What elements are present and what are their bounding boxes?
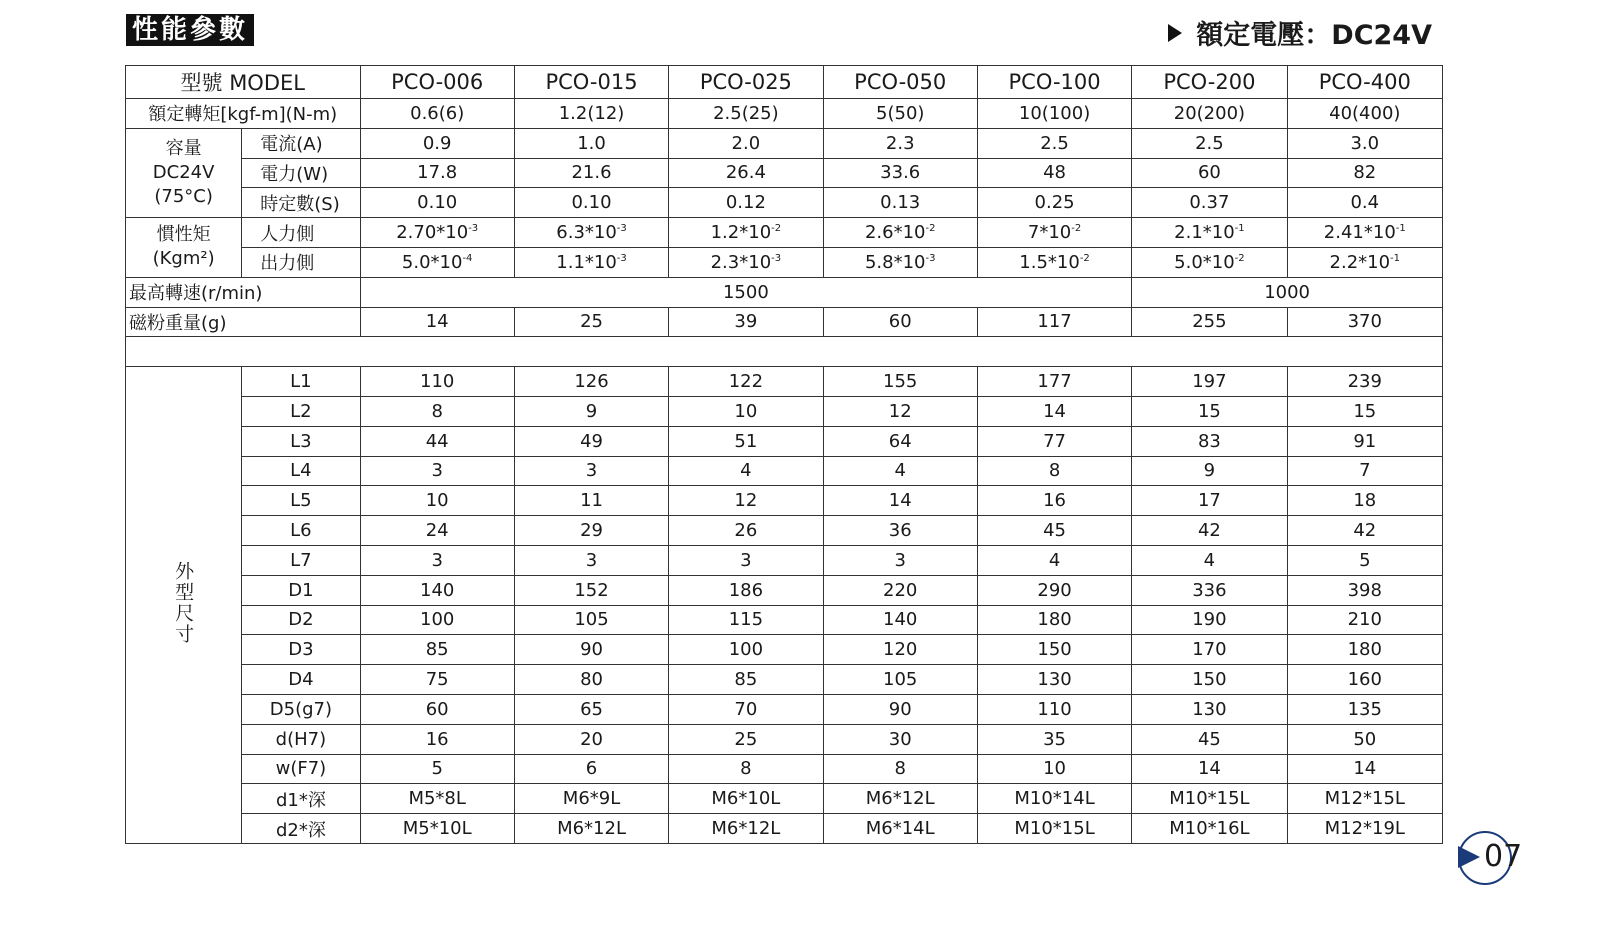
capacity-value: 0.4 xyxy=(1287,188,1442,218)
speed-value-a: 1500 xyxy=(360,277,1132,307)
dimension-value: 42 xyxy=(1287,516,1442,546)
separator-row xyxy=(126,337,1443,367)
dimension-label: L2 xyxy=(242,396,360,426)
dimension-value: 14 xyxy=(1132,754,1287,784)
dimension-value: 35 xyxy=(977,724,1131,754)
section-title: 性能參數 xyxy=(126,14,254,46)
inertia-base: 1.2*10 xyxy=(710,222,772,244)
torque-row-value: 0.6(6) xyxy=(360,99,514,129)
dimension-row xyxy=(126,367,1443,397)
dimension-value: 3 xyxy=(514,456,668,486)
capacity-value: 0.37 xyxy=(1132,188,1287,218)
inertia-value xyxy=(823,218,977,248)
dimension-value: 70 xyxy=(669,694,823,724)
dimension-value: 9 xyxy=(514,396,668,426)
dimension-value: 3 xyxy=(514,545,668,575)
dimension-value: 130 xyxy=(977,665,1131,695)
inertia-base: 7*10 xyxy=(1027,222,1072,244)
dimension-value: 64 xyxy=(823,426,977,456)
inertia-exponent: -2 xyxy=(771,223,782,235)
dimension-row xyxy=(126,814,1443,844)
model-row-value: PCO-006 xyxy=(360,66,514,99)
inertia-exponent: -4 xyxy=(462,252,473,264)
inertia-base: 6.3*10 xyxy=(556,222,617,244)
dimension-value: 16 xyxy=(360,724,514,754)
dimension-value: M10*15L xyxy=(977,814,1131,844)
dimension-value: 8 xyxy=(977,456,1131,486)
inertia-label: 人力側 xyxy=(242,218,360,248)
capacity-value: 2.5 xyxy=(977,128,1131,158)
dimension-value: 83 xyxy=(1132,426,1287,456)
capacity-value: 21.6 xyxy=(514,158,668,188)
dimension-value: 336 xyxy=(1132,575,1287,605)
speed-row xyxy=(126,277,1443,307)
spec-table xyxy=(125,65,1443,844)
dimension-value: 17 xyxy=(1132,486,1287,516)
inertia-value xyxy=(514,218,668,248)
dimension-group-label xyxy=(126,367,242,844)
dimension-row xyxy=(126,426,1443,456)
page-number-badge xyxy=(1458,831,1523,885)
torque-row-value: 5(50) xyxy=(823,99,977,129)
inertia-base: 5.8*10 xyxy=(864,251,926,273)
dimension-value: 90 xyxy=(514,635,668,665)
dimension-value: M10*14L xyxy=(977,784,1131,814)
dimension-value: M5*10L xyxy=(360,814,514,844)
rated-voltage xyxy=(1168,20,1432,52)
dimension-label: L5 xyxy=(242,486,360,516)
capacity-value: 2.5 xyxy=(1132,128,1287,158)
dimension-label: D2 xyxy=(242,605,360,635)
inertia-group-label: 慣性矩 (Kgm²) xyxy=(126,218,242,278)
dimension-value: 160 xyxy=(1287,665,1442,695)
capacity-value: 33.6 xyxy=(823,158,977,188)
dimension-value: 42 xyxy=(1132,516,1287,546)
inertia-base: 2.41*10 xyxy=(1323,222,1396,244)
inertia-value xyxy=(360,218,514,248)
dimension-value: M12*15L xyxy=(1287,784,1442,814)
dimension-row xyxy=(126,486,1443,516)
capacity-value: 0.9 xyxy=(360,128,514,158)
dimension-value: M6*12L xyxy=(823,784,977,814)
inertia-exponent: -3 xyxy=(468,223,479,235)
dimension-value: M6*12L xyxy=(514,814,668,844)
dimension-value: 90 xyxy=(823,694,977,724)
dimension-label: D4 xyxy=(242,665,360,695)
dimension-value: 8 xyxy=(360,396,514,426)
powder-row xyxy=(126,307,1443,337)
inertia-base: 1.5*10 xyxy=(1019,251,1080,273)
page-number: 07 xyxy=(1484,839,1523,874)
speed-value-b: 1000 xyxy=(1132,277,1443,307)
dimension-value: 5 xyxy=(360,754,514,784)
dimension-value: 3 xyxy=(669,545,823,575)
model-row-value: PCO-100 xyxy=(977,66,1131,99)
dimension-value: 75 xyxy=(360,665,514,695)
dimension-value: 25 xyxy=(669,724,823,754)
capacity-value: 60 xyxy=(1132,158,1287,188)
dimension-value: 65 xyxy=(514,694,668,724)
dimension-value: M12*19L xyxy=(1287,814,1442,844)
dimension-value: 30 xyxy=(823,724,977,754)
capacity-value: 48 xyxy=(977,158,1131,188)
dimension-value: M6*14L xyxy=(823,814,977,844)
powder-value: 14 xyxy=(360,307,514,337)
dimension-value: 85 xyxy=(669,665,823,695)
dimension-value: M6*9L xyxy=(514,784,668,814)
dimension-value: 3 xyxy=(823,545,977,575)
capacity-value: 0.25 xyxy=(977,188,1131,218)
dimension-value: 140 xyxy=(823,605,977,635)
dimension-value: 130 xyxy=(1132,694,1287,724)
dimension-row xyxy=(126,605,1443,635)
dimension-value: 122 xyxy=(669,367,823,397)
inertia-exponent: -3 xyxy=(616,252,627,264)
dimension-value: 36 xyxy=(823,516,977,546)
inertia-exponent: -2 xyxy=(1071,223,1082,235)
dimension-row xyxy=(126,545,1443,575)
capacity-label: 時定數(S) xyxy=(242,188,360,218)
rated-voltage-text: 額定電壓：DC24V xyxy=(1196,20,1432,51)
dimension-value: 14 xyxy=(1287,754,1442,784)
dimension-label: L3 xyxy=(242,426,360,456)
dimension-value: M6*10L xyxy=(669,784,823,814)
capacity-row xyxy=(126,128,1443,158)
inertia-exponent: -1 xyxy=(1390,252,1401,264)
dimension-row xyxy=(126,396,1443,426)
dimension-value: 398 xyxy=(1287,575,1442,605)
dimension-value: 44 xyxy=(360,426,514,456)
inertia-value xyxy=(669,247,823,277)
inertia-value xyxy=(977,218,1131,248)
dimension-value: 3 xyxy=(360,545,514,575)
model-row-value: PCO-050 xyxy=(823,66,977,99)
inertia-value xyxy=(669,218,823,248)
dimension-value: 14 xyxy=(823,486,977,516)
model-row-value: PCO-400 xyxy=(1287,66,1442,99)
dimension-value: 50 xyxy=(1287,724,1442,754)
dimension-value: 45 xyxy=(977,516,1131,546)
dimension-value: 51 xyxy=(669,426,823,456)
inertia-base: 5.0*10 xyxy=(401,251,463,273)
dimension-row xyxy=(126,456,1443,486)
powder-value: 370 xyxy=(1287,307,1442,337)
dimension-label: L7 xyxy=(242,545,360,575)
dimension-value: 155 xyxy=(823,367,977,397)
inertia-label: 出力側 xyxy=(242,247,360,277)
dimension-value: 110 xyxy=(360,367,514,397)
dimension-value: 12 xyxy=(823,396,977,426)
capacity-value: 0.12 xyxy=(669,188,823,218)
dimension-value: 4 xyxy=(823,456,977,486)
inertia-value xyxy=(514,247,668,277)
model-row-label: 型號 MODEL xyxy=(126,66,361,99)
torque-row-value: 20(200) xyxy=(1132,99,1287,129)
dimension-row xyxy=(126,635,1443,665)
dimension-value: 8 xyxy=(823,754,977,784)
dimension-value: 135 xyxy=(1287,694,1442,724)
dimension-value: 4 xyxy=(977,545,1131,575)
dimension-value: 45 xyxy=(1132,724,1287,754)
dimension-value: 10 xyxy=(977,754,1131,784)
inertia-base: 1.1*10 xyxy=(556,251,617,273)
dimension-value: 20 xyxy=(514,724,668,754)
powder-label: 磁粉重量(g) xyxy=(126,307,361,337)
inertia-base: 2.6*10 xyxy=(864,222,926,244)
model-row xyxy=(126,66,1443,99)
dimension-value: 15 xyxy=(1287,396,1442,426)
dimension-label: d(H7) xyxy=(242,724,360,754)
dimension-value: 6 xyxy=(514,754,668,784)
dimension-value: 210 xyxy=(1287,605,1442,635)
inertia-exponent: -3 xyxy=(616,223,627,235)
capacity-value: 0.10 xyxy=(514,188,668,218)
dimension-value: 110 xyxy=(977,694,1131,724)
dimension-row xyxy=(126,575,1443,605)
model-row-value: PCO-200 xyxy=(1132,66,1287,99)
powder-value: 39 xyxy=(669,307,823,337)
dimension-label: L1 xyxy=(242,367,360,397)
dimension-value: 26 xyxy=(669,516,823,546)
torque-row xyxy=(126,99,1443,129)
dimension-value: 10 xyxy=(669,396,823,426)
torque-row-value: 10(100) xyxy=(977,99,1131,129)
page-arrow-icon xyxy=(1458,846,1480,868)
model-row-value: PCO-015 xyxy=(514,66,668,99)
dimension-value: 85 xyxy=(360,635,514,665)
dimension-value: 4 xyxy=(1132,545,1287,575)
dimension-value: 3 xyxy=(360,456,514,486)
dimension-value: 16 xyxy=(977,486,1131,516)
dimension-value: 80 xyxy=(514,665,668,695)
capacity-label: 電力(W) xyxy=(242,158,360,188)
dimension-row xyxy=(126,694,1443,724)
inertia-exponent: -3 xyxy=(925,252,936,264)
dimension-value: 15 xyxy=(1132,396,1287,426)
dimension-label: w(F7) xyxy=(242,754,360,784)
inertia-exponent: -1 xyxy=(1395,223,1406,235)
capacity-value: 3.0 xyxy=(1287,128,1442,158)
dimension-label: D1 xyxy=(242,575,360,605)
capacity-group-label: 容量 DC24V (75°C) xyxy=(126,128,242,217)
inertia-base: 2.2*10 xyxy=(1329,251,1391,273)
capacity-value: 1.0 xyxy=(514,128,668,158)
capacity-value: 26.4 xyxy=(669,158,823,188)
powder-value: 25 xyxy=(514,307,668,337)
dimension-value: M10*16L xyxy=(1132,814,1287,844)
torque-row-label: 額定轉矩[kgf-m](N-m) xyxy=(126,99,361,129)
inertia-base: 2.70*10 xyxy=(396,222,469,244)
dimension-label: D3 xyxy=(242,635,360,665)
capacity-row xyxy=(126,158,1443,188)
capacity-value: 17.8 xyxy=(360,158,514,188)
dimension-value: 239 xyxy=(1287,367,1442,397)
dimension-value: 126 xyxy=(514,367,668,397)
inertia-exponent: -3 xyxy=(771,252,782,264)
inertia-value xyxy=(823,247,977,277)
dimension-value: 150 xyxy=(977,635,1131,665)
dimension-value: 150 xyxy=(1132,665,1287,695)
dimension-value: 29 xyxy=(514,516,668,546)
capacity-value: 2.3 xyxy=(823,128,977,158)
dimension-group-text: 外型尺寸 xyxy=(172,560,195,645)
dimension-value: M10*15L xyxy=(1132,784,1287,814)
capacity-label: 電流(A) xyxy=(242,128,360,158)
dimension-value: 177 xyxy=(977,367,1131,397)
dimension-row xyxy=(126,724,1443,754)
dimension-value: 186 xyxy=(669,575,823,605)
inertia-exponent: -2 xyxy=(1234,252,1245,264)
dimension-value: 14 xyxy=(977,396,1131,426)
dimension-value: 190 xyxy=(1132,605,1287,635)
dimension-value: 11 xyxy=(514,486,668,516)
dimension-value: 9 xyxy=(1132,456,1287,486)
inertia-exponent: -2 xyxy=(925,223,936,235)
dimension-value: 105 xyxy=(823,665,977,695)
dimension-value: 180 xyxy=(977,605,1131,635)
powder-value: 117 xyxy=(977,307,1131,337)
dimension-value: 170 xyxy=(1132,635,1287,665)
dimension-row xyxy=(126,754,1443,784)
dimension-value: 8 xyxy=(669,754,823,784)
dimension-label: d2*深 xyxy=(242,814,360,844)
speed-label: 最高轉速(r/min) xyxy=(126,277,361,307)
inertia-value xyxy=(977,247,1131,277)
dimension-value: 49 xyxy=(514,426,668,456)
dimension-value: 4 xyxy=(669,456,823,486)
dimension-value: 10 xyxy=(360,486,514,516)
dimension-value: 197 xyxy=(1132,367,1287,397)
inertia-base: 2.3*10 xyxy=(710,251,772,273)
dimension-value: 115 xyxy=(669,605,823,635)
dimension-value: 24 xyxy=(360,516,514,546)
dimension-value: 220 xyxy=(823,575,977,605)
dimension-label: L4 xyxy=(242,456,360,486)
inertia-row xyxy=(126,247,1443,277)
dimension-value: 290 xyxy=(977,575,1131,605)
inertia-value xyxy=(360,247,514,277)
inertia-base: 5.0*10 xyxy=(1174,251,1235,273)
dimension-value: 12 xyxy=(669,486,823,516)
dimension-value: 77 xyxy=(977,426,1131,456)
powder-value: 255 xyxy=(1132,307,1287,337)
dimension-value: 91 xyxy=(1287,426,1442,456)
dimension-value: 5 xyxy=(1287,545,1442,575)
dimension-label: L6 xyxy=(242,516,360,546)
dimension-value: 152 xyxy=(514,575,668,605)
inertia-value xyxy=(1132,247,1287,277)
dimension-value: 105 xyxy=(514,605,668,635)
dimension-value: M6*12L xyxy=(669,814,823,844)
dimension-value: 120 xyxy=(823,635,977,665)
capacity-value: 2.0 xyxy=(669,128,823,158)
dimension-value: 180 xyxy=(1287,635,1442,665)
capacity-row xyxy=(126,188,1443,218)
torque-row-value: 40(400) xyxy=(1287,99,1442,129)
inertia-value xyxy=(1287,218,1442,248)
inertia-base: 2.1*10 xyxy=(1174,222,1235,244)
inertia-row xyxy=(126,218,1443,248)
torque-row-value: 1.2(12) xyxy=(514,99,668,129)
torque-row-value: 2.5(25) xyxy=(669,99,823,129)
inertia-exponent: -2 xyxy=(1079,252,1090,264)
dimension-row xyxy=(126,516,1443,546)
dimension-value: 18 xyxy=(1287,486,1442,516)
dimension-value: 7 xyxy=(1287,456,1442,486)
play-arrow-icon xyxy=(1168,24,1182,42)
dimension-label: d1*深 xyxy=(242,784,360,814)
model-row-value: PCO-025 xyxy=(669,66,823,99)
dimension-row xyxy=(126,784,1443,814)
dimension-value: 100 xyxy=(669,635,823,665)
capacity-value: 0.10 xyxy=(360,188,514,218)
dimension-value: 100 xyxy=(360,605,514,635)
inertia-value xyxy=(1287,247,1442,277)
dimension-label: D5(g7) xyxy=(242,694,360,724)
capacity-value: 0.13 xyxy=(823,188,977,218)
dimension-value: 140 xyxy=(360,575,514,605)
blank-cell xyxy=(126,337,1443,367)
powder-value: 60 xyxy=(823,307,977,337)
inertia-value xyxy=(1132,218,1287,248)
inertia-exponent: -1 xyxy=(1234,223,1245,235)
dimension-value: M5*8L xyxy=(360,784,514,814)
dimension-value: 60 xyxy=(360,694,514,724)
dimension-row xyxy=(126,665,1443,695)
capacity-value: 82 xyxy=(1287,158,1442,188)
